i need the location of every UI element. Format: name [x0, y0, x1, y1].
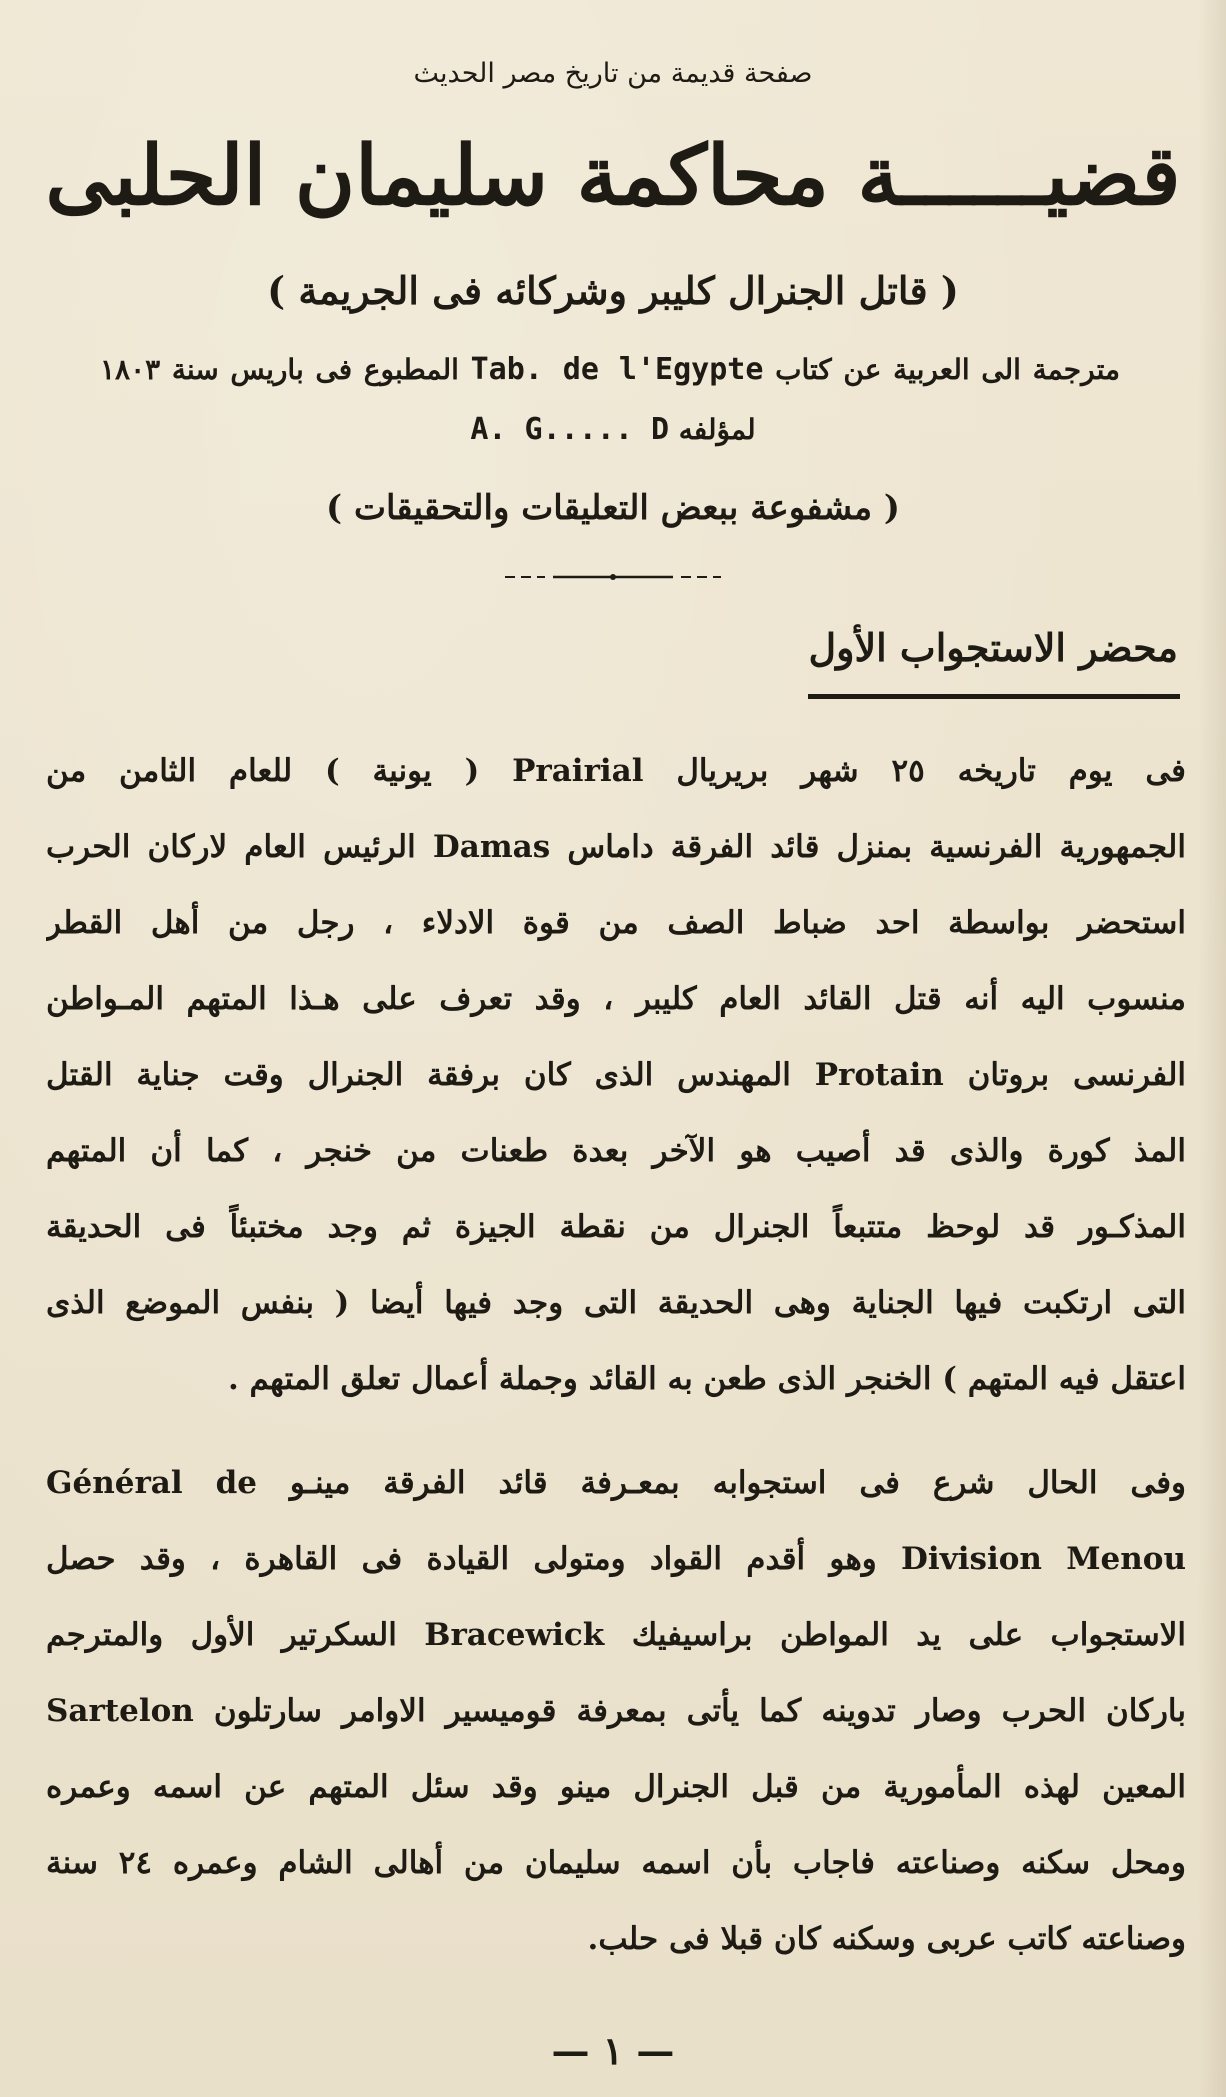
page-number: — ١ — [551, 2028, 675, 2073]
paragraph-line: Division Menou وهو أقدم القواد ومتولى القيادة فى القاهرة ، وقد حصل [46, 1541, 1186, 1577]
section-heading: محضر الاستجواب الأول [808, 625, 1178, 670]
author-line [0, 412, 1226, 447]
paragraph-line: استحضر بواسطة احد ضباط الصف من قوة الادلاء ، رجل من أهل القطر [46, 905, 1186, 941]
ornament-divider [505, 574, 721, 580]
paragraph-line: المذكـور قد لوحظ متتبعاً الجنرال من نقطة الجيزة ثم وجد مختبئاً فى الحديقة [46, 1209, 1186, 1245]
paragraph-line: المذ كورة والذى قد أصيب هو الآخر بعدة طعنات من خنجر ، كما أن المتهم [46, 1133, 1186, 1169]
paragraph-line: الفرنسى بروتان Protain المهندس الذى كان برفقة الجنرال وقت جناية القتل [46, 1057, 1186, 1093]
paragraph-2 [46, 1448, 1186, 1980]
paragraph-line: ومحل سكنه وصناعته فاجاب بأن اسمه سليمان من أهالى الشام وعمره ٢٤ سنة [46, 1845, 1186, 1881]
paragraph-1 [46, 736, 1186, 1420]
paragraph-line: اعتقل فيه المتهم ) الخنجر الذى طعن به القائد وجملة أعمال تعلق المتهم . [227, 1361, 1186, 1397]
author-prefix: لمؤلفه [678, 413, 756, 446]
author-name: A. G..... D [470, 412, 670, 447]
book-title: Tab. de l'Egypte [470, 352, 764, 387]
source-suffix: المطبوع فى باريس سنة ١٨٠٣ [100, 353, 459, 386]
source-prefix: مترجمة الى العربية عن كتاب [775, 353, 1121, 386]
page-edge-shadow [1198, 0, 1226, 2097]
page-title: قضيــــــة محاكمة سليمان الحلبى [45, 128, 1181, 224]
source-line [100, 352, 1120, 387]
paragraph-line: وصناعته كاتب عربى وسكنه كان قبلا فى حلب. [587, 1921, 1186, 1957]
paragraph-line: المعين لهذه المأمورية من قبل الجنرال مينو وقد سئل المتهم عن اسمه وعمره [46, 1769, 1186, 1805]
subtitle: ( قاتل الجنرال كليبر وشركائه فى الجريمة ) [267, 268, 959, 313]
paragraph-line: الجمهورية الفرنسية بمنزل قائد الفرقة داماس Damas الرئيس العام لاركان الحرب [46, 829, 1186, 865]
paragraph-line: الاستجواب على يد المواطن براسيفيك Bracewick السكرتير الأول والمترجم [46, 1617, 1186, 1653]
heading-underline [808, 694, 1180, 699]
supertitle: صفحة قديمة من تاريخ مصر الحديث [413, 58, 813, 89]
paragraph-line: وفى الحال شرع فى استجوابه بمعـرفة قائد الفرقة مينـو Général de [46, 1465, 1186, 1501]
paragraph-line: باركان الحرب وصار تدوينه كما يأتى بمعرفة قوميسير الاوامر سارتلون Sartelon [46, 1693, 1186, 1729]
paragraph-line: التى ارتكبت فيها الجناية وهى الحديقة التى وجد فيها أيضا ( بنفس الموضع الذى [46, 1285, 1186, 1321]
paragraph-line: منسوب اليه أنه قتل القائد العام كليبر ، وقد تعرف على هـذا المتهم المـواطن [46, 981, 1186, 1017]
paragraph-line: فى يوم تاريخه ٢٥ شهر بريريال Prairial ( يونية ) للعام الثامن من [46, 753, 1186, 789]
notes-line: ( مشفوعة ببعض التعليقات والتحقيقات ) [326, 488, 900, 528]
